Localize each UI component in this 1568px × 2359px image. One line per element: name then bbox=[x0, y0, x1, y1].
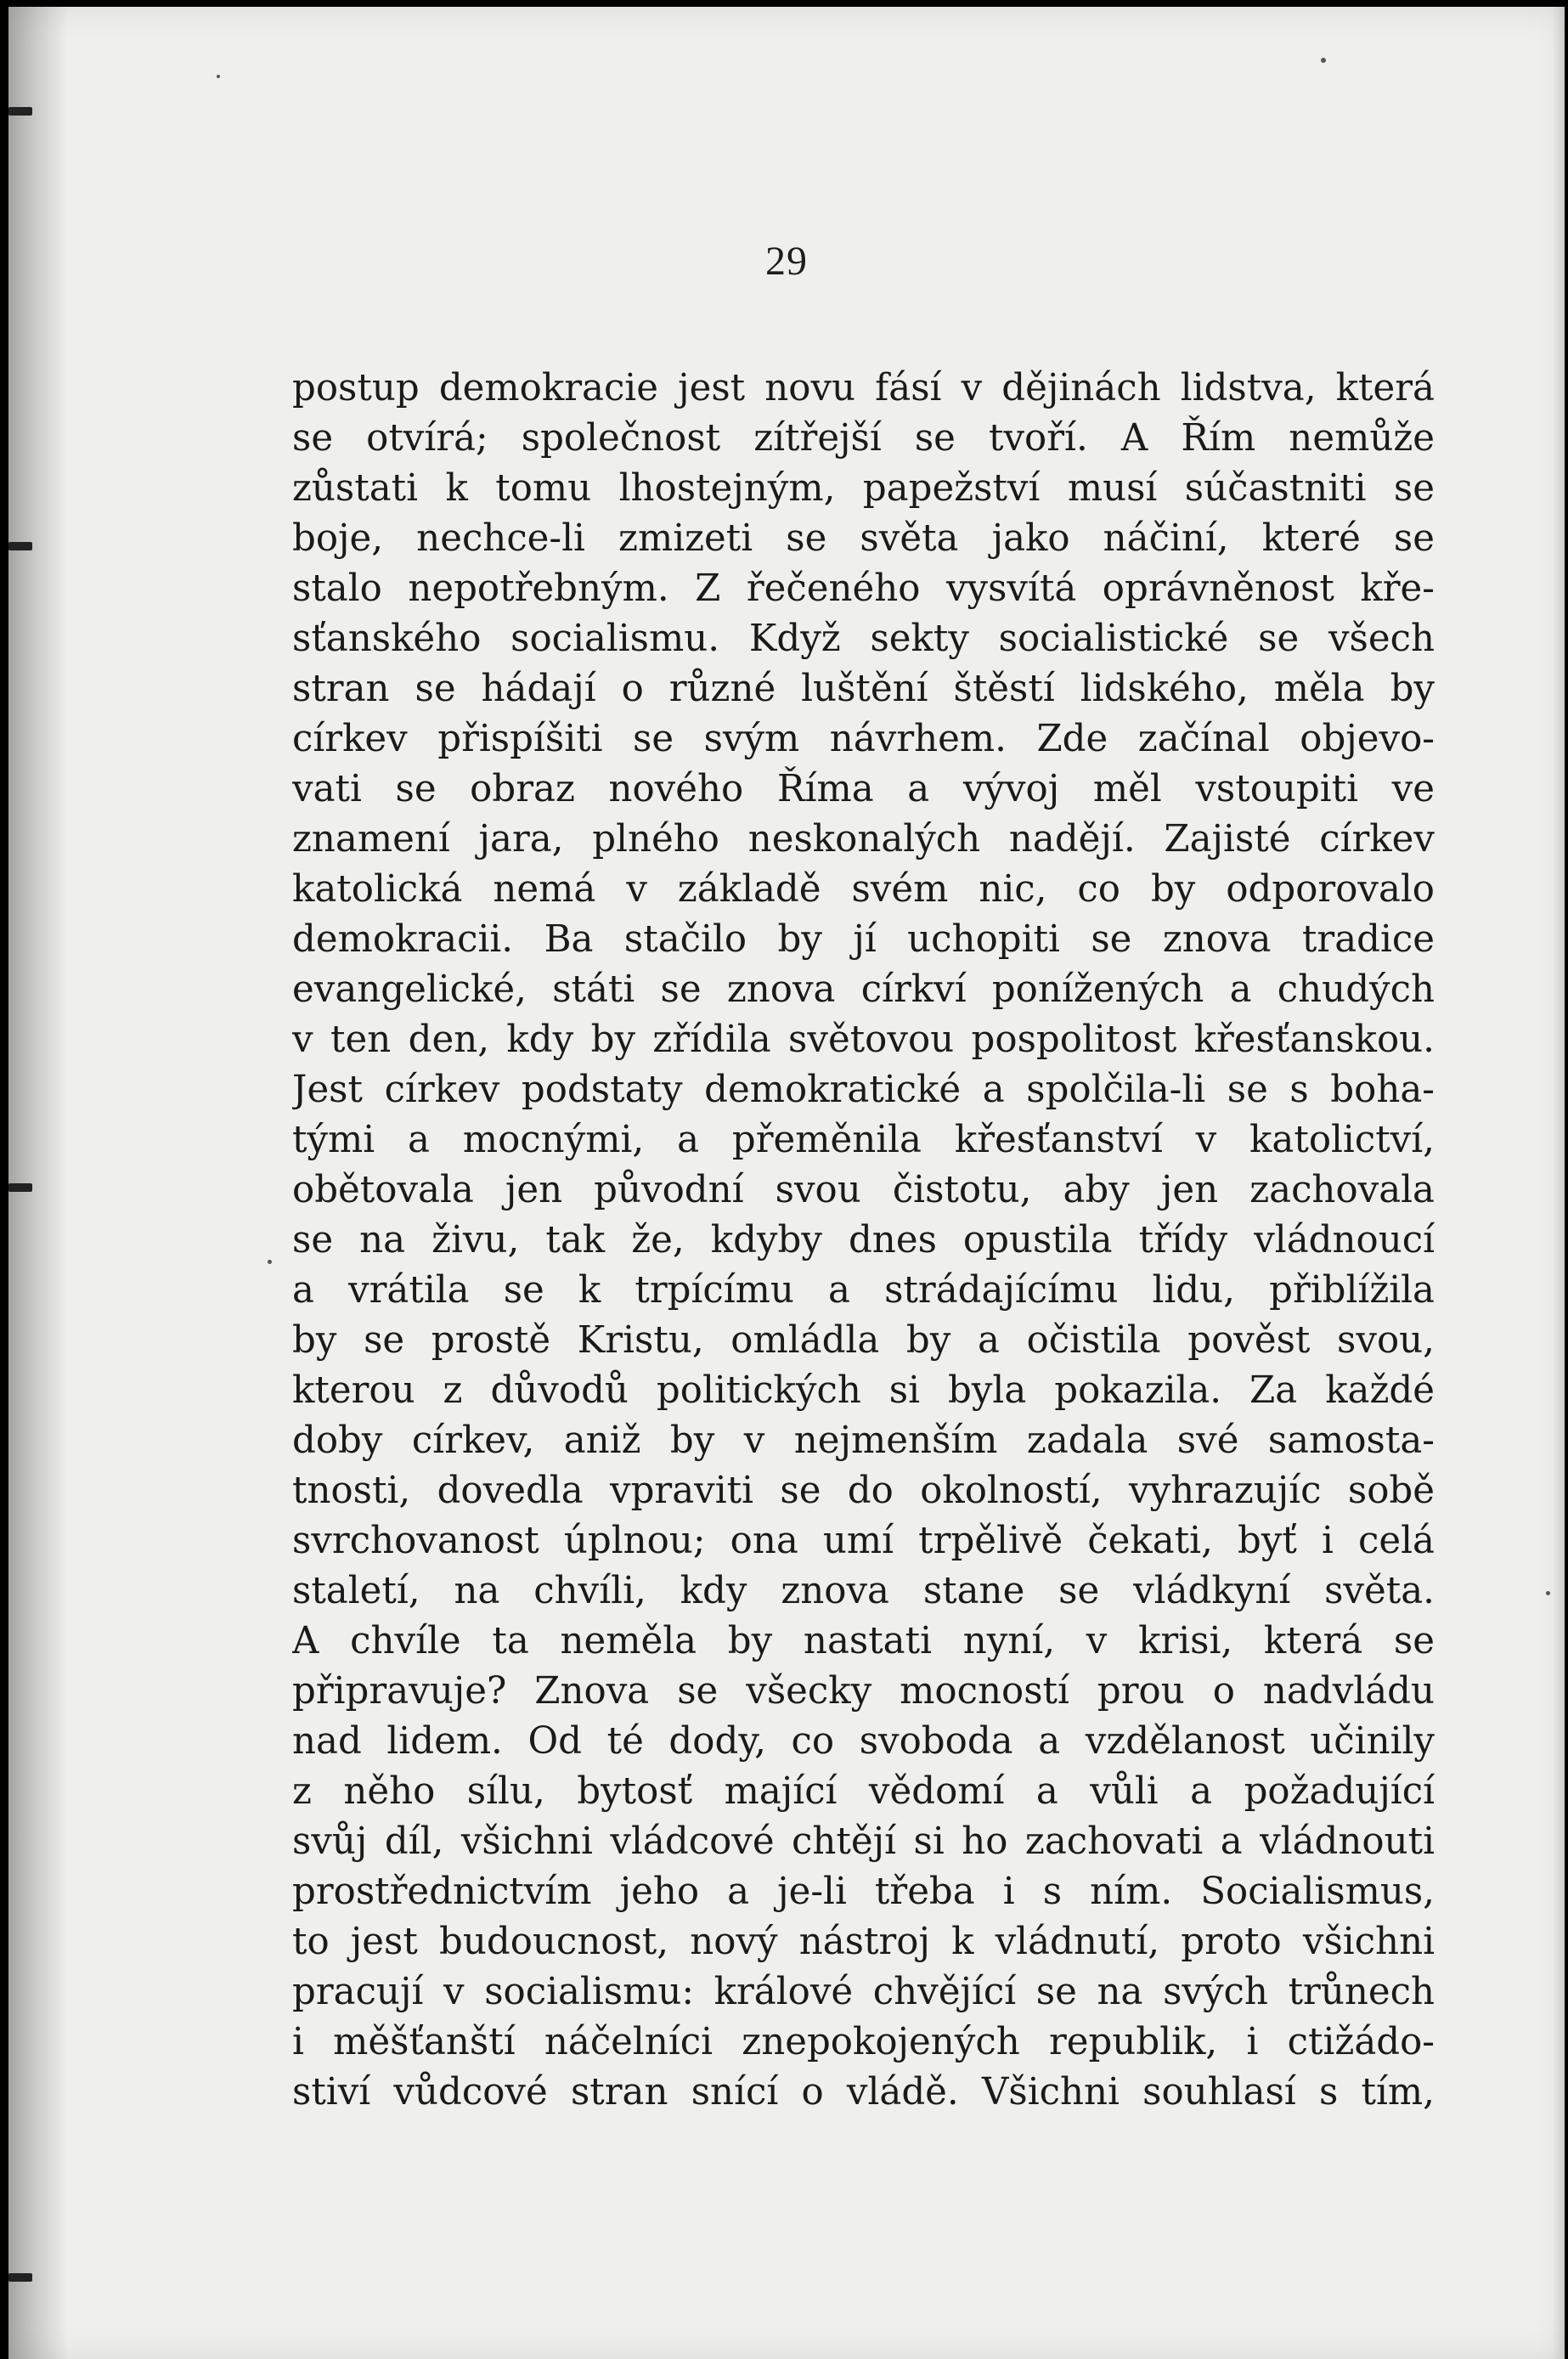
text-line: zůstati k tomu lhostejným, papežství musí súčastniti se bbox=[292, 467, 1435, 510]
text-line: v ten den, kdy by zřídila světovou pospolitost křesťanskou. bbox=[292, 1019, 1435, 1061]
text-line: svůj díl, všichni vládcové chtějí si ho zachovati a vládnouti bbox=[292, 1820, 1435, 1863]
text-line: katolická nemá v základě svém nic, co by odporovalo bbox=[292, 868, 1435, 911]
text-line: svrchovanost úplnou; ona umí trpělivě čekati, byť i celá bbox=[292, 1520, 1435, 1562]
book-page bbox=[8, 7, 1565, 2359]
text-line: stiví vůdcové stran snící o vládě. Všichni souhlasí s tím, bbox=[292, 2071, 1435, 2114]
page-number: 29 bbox=[765, 239, 808, 284]
text-line: sťanského socialismu. Když sekty socialistické se všech bbox=[292, 618, 1435, 660]
text-line: stran se hádají o různé luštění štěstí lidského, měla by bbox=[292, 668, 1435, 710]
text-line: Jest církev podstaty demokratické a spolčila-li se s boha- bbox=[292, 1069, 1435, 1111]
text-line: znamení jara, plného neskonalých nadějí. Zajisté církev bbox=[292, 818, 1435, 861]
text-line: A chvíle ta neměla by nastati nyní, v krisi, která se bbox=[292, 1620, 1435, 1662]
text-line: to jest budoucnost, nový nástroj k vládnutí, proto všichni bbox=[292, 1921, 1435, 1963]
text-line: doby církev, aniž by v nejmenším zadala své samosta- bbox=[292, 1419, 1435, 1462]
text-line: tnosti, dovedla vpraviti se do okolností, vyhrazujíc sobě bbox=[292, 1470, 1435, 1512]
text-line: se otvírá; společnost zítřejší se tvoří. A Řím nemůže bbox=[292, 417, 1435, 460]
text-line: i měšťanští náčelníci znepokojených republik, i ctižádo- bbox=[292, 2021, 1435, 2063]
text-line: evangelické, státi se znova církví ponížených a chudých bbox=[292, 968, 1435, 1011]
text-line: kterou z důvodů politických si byla pokazila. Za každé bbox=[292, 1369, 1435, 1412]
text-line: vati se obraz nového Říma a vývoj měl vstoupiti ve bbox=[292, 768, 1435, 810]
paper-speck bbox=[1546, 1591, 1550, 1595]
text-line: postup demokracie jest novu fásí v dějinách lidstva, která bbox=[292, 367, 1435, 409]
text-line: demokracii. Ba stačilo by jí uchopiti se znova tradice bbox=[292, 918, 1435, 961]
paper-speck bbox=[217, 75, 220, 78]
paper-speck bbox=[268, 1260, 272, 1264]
body-text bbox=[292, 364, 1435, 2118]
text-line: se na živu, tak že, kdyby dnes opustila třídy vládnoucí bbox=[292, 1219, 1435, 1261]
binding-mark bbox=[8, 542, 32, 550]
text-line: boje, nechce-li zmizeti se světa jako náčiní, které se bbox=[292, 517, 1435, 560]
text-line: nad lidem. Od té dody, co svoboda a vzdělanost učinily bbox=[292, 1720, 1435, 1763]
binding-mark bbox=[8, 1183, 32, 1192]
binding-mark bbox=[8, 2273, 32, 2282]
text-line: církev přispíšiti se svým návrhem. Zde začínal objevo- bbox=[292, 718, 1435, 760]
text-line: by se prostě Kristu, omládla by a očistila pověst svou, bbox=[292, 1319, 1435, 1362]
text-line: pracují v socialismu: králové chvějící se na svých trůnech bbox=[292, 1971, 1435, 2013]
text-line: a vrátila se k trpícímu a strádajícímu lidu, přiblížila bbox=[292, 1269, 1435, 1312]
binding-mark bbox=[8, 107, 32, 116]
page-edge-shadow bbox=[1553, 7, 1565, 2359]
text-line: stalo nepotřebným. Z řečeného vysvítá oprávněnost kře- bbox=[292, 567, 1435, 610]
text-line: prostřednictvím jeho a je-li třeba i s ním. Socialismus, bbox=[292, 1871, 1435, 1913]
paper-speck bbox=[1321, 58, 1326, 63]
text-line: staletí, na chvíli, kdy znova stane se vládkyní světa. bbox=[292, 1570, 1435, 1612]
text-line: připravuje? Znova se všecky mocností prou o nadvládu bbox=[292, 1670, 1435, 1713]
text-line: z něho sílu, bytosť mající vědomí a vůli a požadující bbox=[292, 1770, 1435, 1813]
text-line: tými a mocnými, a přeměnila křesťanství v katolictví, bbox=[292, 1119, 1435, 1161]
text-line: obětovala jen původní svou čistotu, aby jen zachovala bbox=[292, 1169, 1435, 1211]
